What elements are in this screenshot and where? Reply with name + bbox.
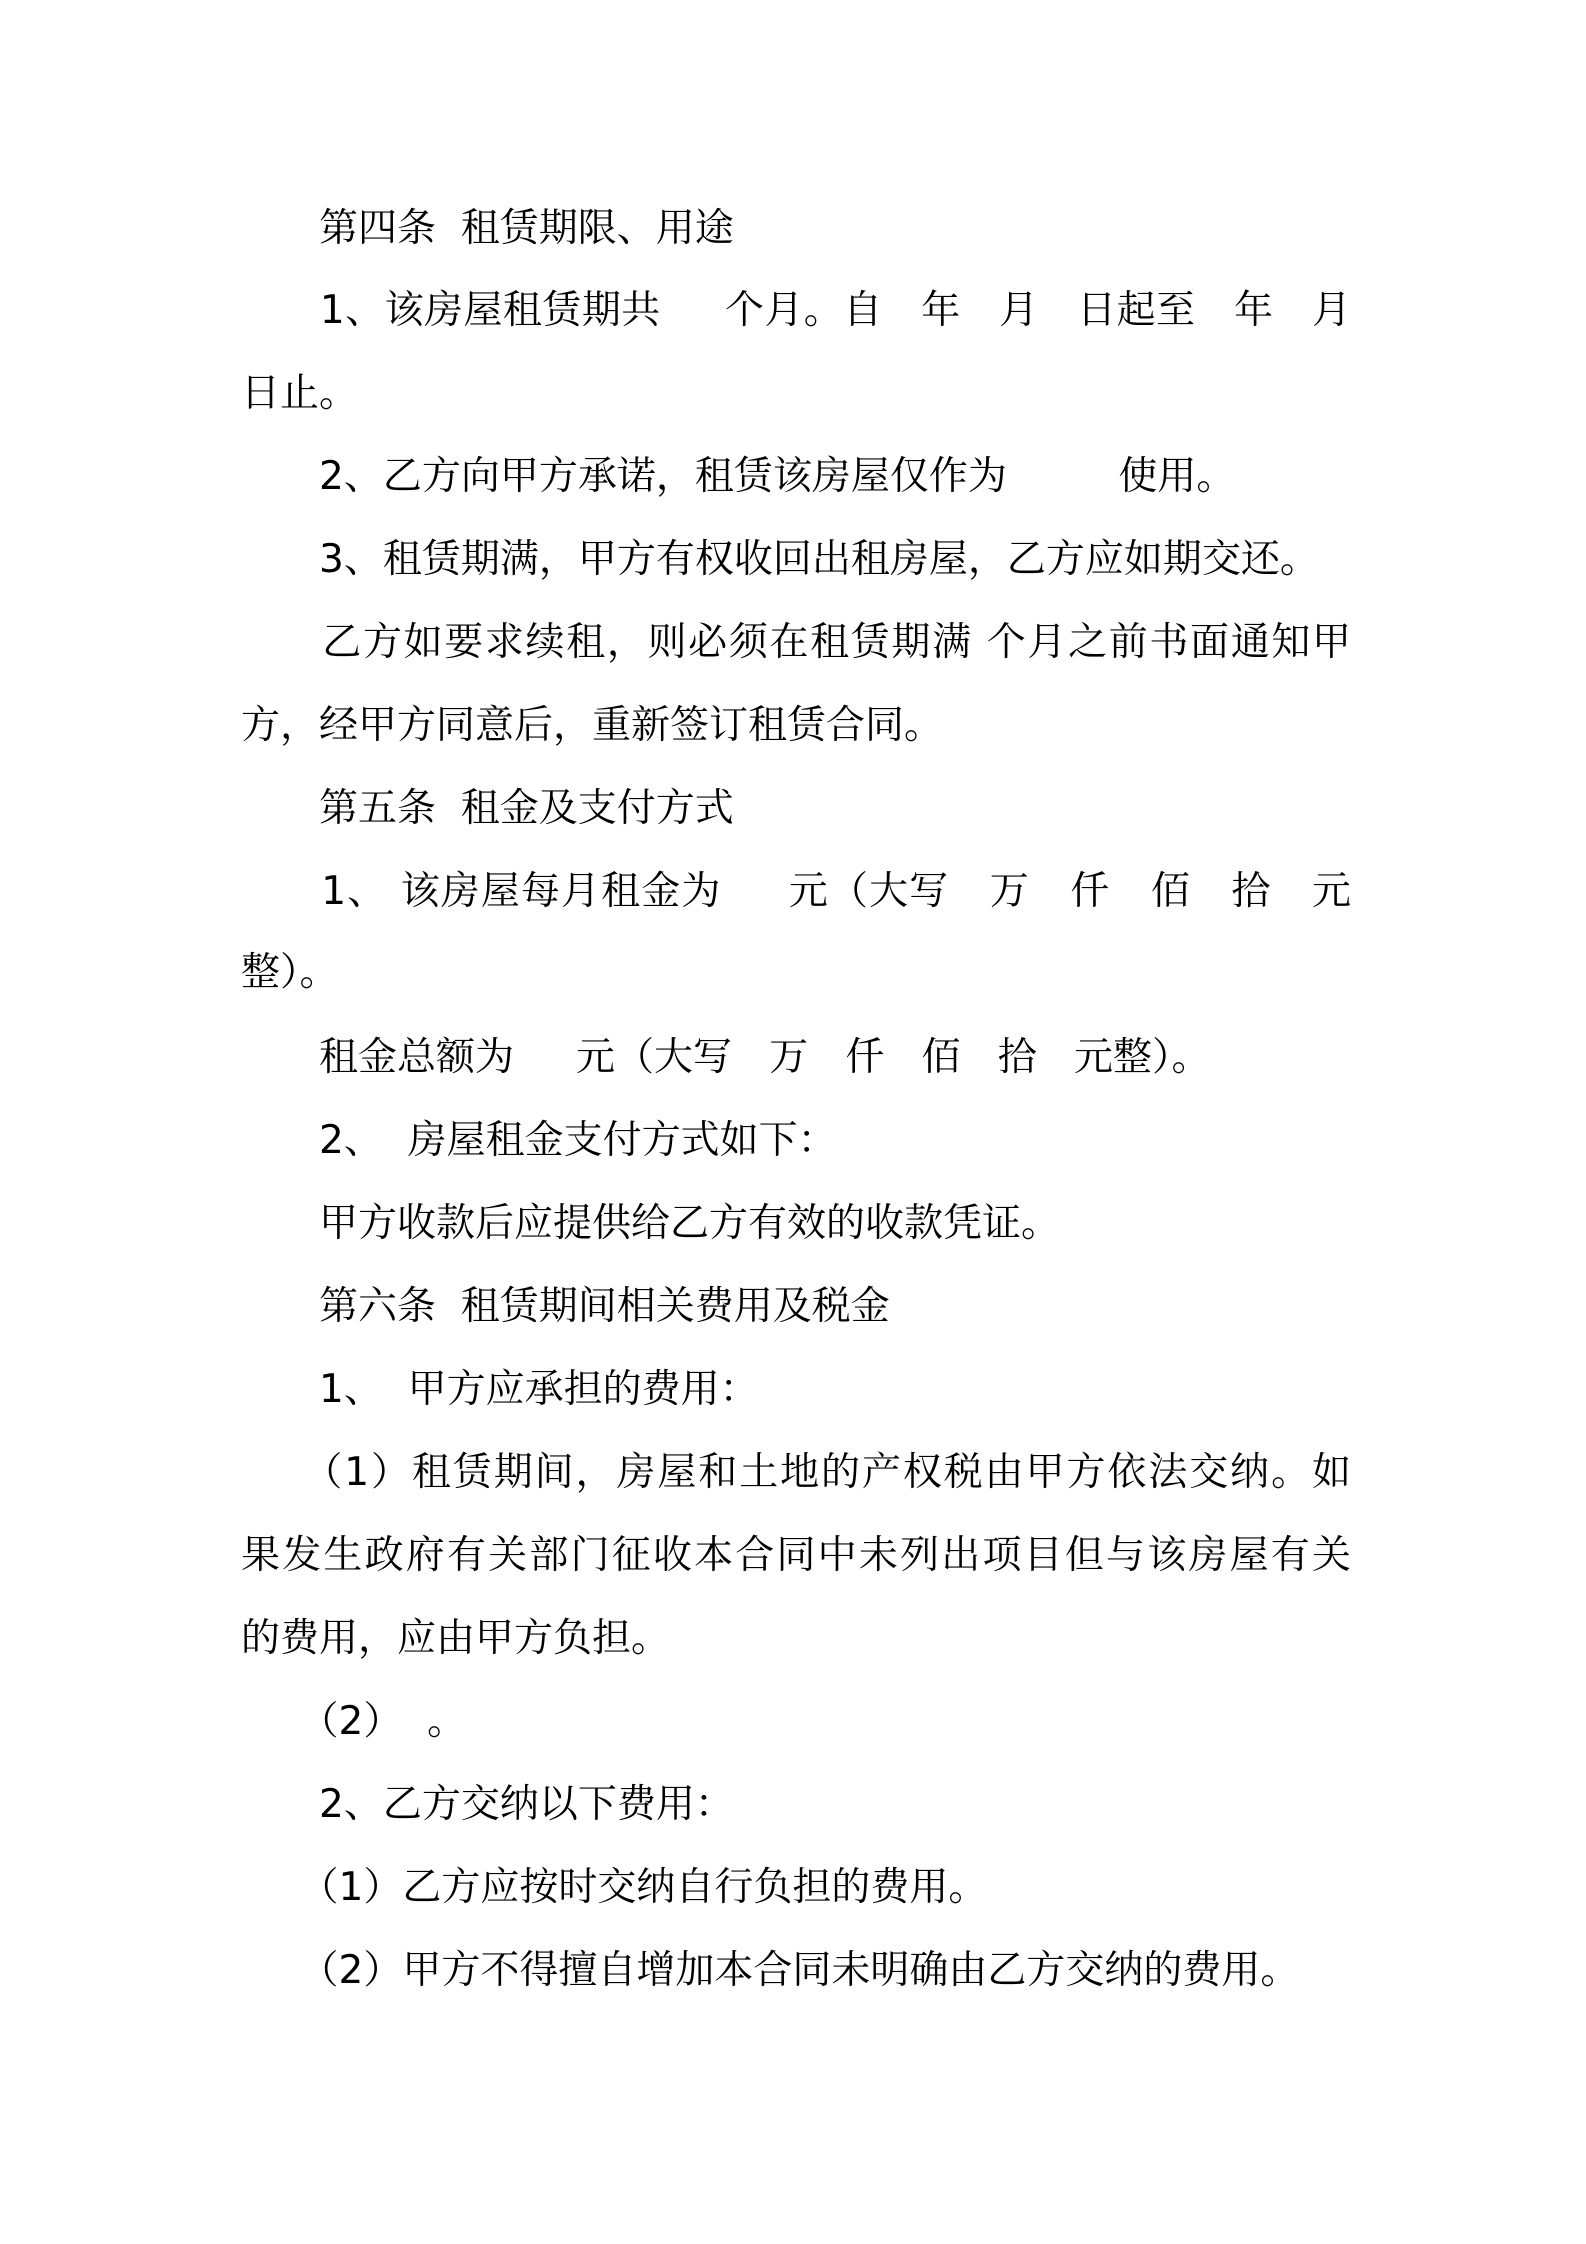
paragraph-line: 1、 该房屋每月租金为 元（大写 万 仟 佰 拾 元 xyxy=(241,870,1351,914)
paragraph-line: （2）甲方不得擅自增加本合同未明确由乙方交纳的费用。 xyxy=(241,1949,1300,1993)
paragraph-line: （1）租赁期间，房屋和土地的产权税由甲方依法交纳。如 xyxy=(241,1451,1351,1495)
paragraph-line: 整）。 xyxy=(241,951,339,995)
paragraph-line: 租金总额为 元（大写 万 仟 佰 拾 元整）。 xyxy=(241,1036,1211,1080)
paragraph-line: 方，经甲方同意后，重新签订租赁合同。 xyxy=(241,704,944,748)
paragraph-line: 果发生政府有关部门征收本合同中未列出项目但与该房屋有关 xyxy=(241,1534,1351,1578)
article-5-heading: 第五条 租金及支付方式 xyxy=(241,787,734,831)
paragraph-line: 甲方收款后应提供给乙方有效的收款凭证。 xyxy=(241,1202,1061,1246)
paragraph-line: 1、 甲方应承担的费用： xyxy=(241,1368,759,1412)
paragraph-line: 1、该房屋租赁期共 个月。自 年 月 日起至 年 月 xyxy=(241,289,1351,333)
paragraph-line: 乙方如要求续租，则必须在租赁期满 个月之前书面通知甲 xyxy=(241,621,1351,665)
article-4-heading: 第四条 租赁期限、用途 xyxy=(241,207,734,251)
paragraph-line: 日止。 xyxy=(241,372,359,416)
paragraph-line: （2） 。 xyxy=(241,1700,467,1744)
paragraph-line: 的费用，应由甲方负担。 xyxy=(241,1617,671,1661)
paragraph-line: 2、乙方交纳以下费用： xyxy=(241,1783,734,1827)
paragraph-line: （1）乙方应按时交纳自行负担的费用。 xyxy=(241,1866,988,1910)
article-6-heading: 第六条 租赁期间相关费用及税金 xyxy=(241,1285,890,1329)
paragraph-line: 3、租赁期满，甲方有权收回出租房屋，乙方应如期交还。 xyxy=(241,538,1319,582)
paragraph-line: 2、乙方向甲方承诺，租赁该房屋仅作为 使用。 xyxy=(241,455,1236,499)
paragraph-line: 2、 房屋租金支付方式如下： xyxy=(241,1119,837,1163)
